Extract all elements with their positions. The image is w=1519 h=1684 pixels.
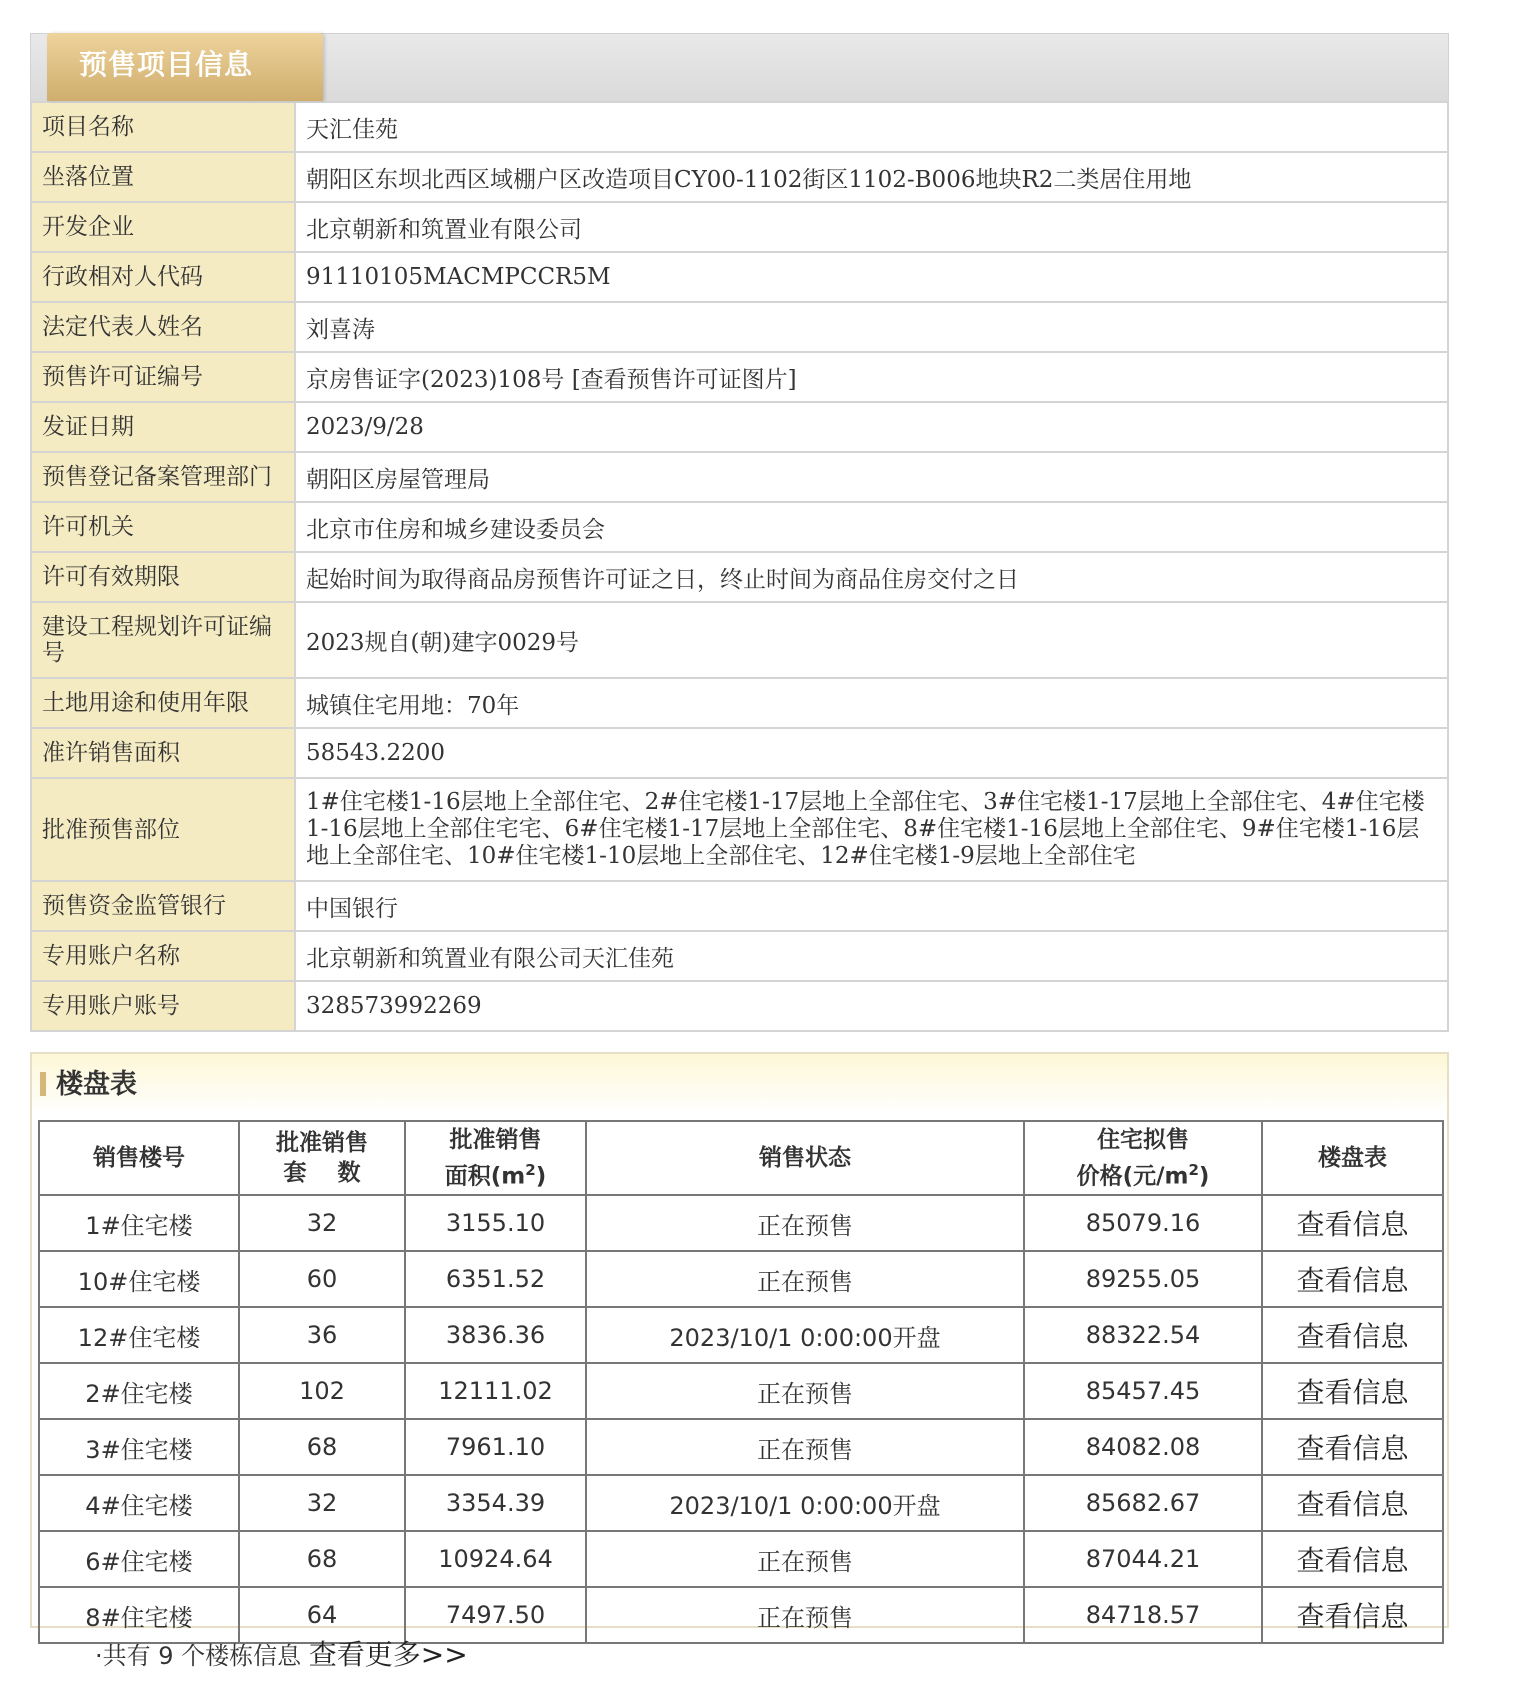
area-cell: 10924.64 [405, 1531, 586, 1587]
status-cell: 正在预售 [586, 1419, 1024, 1475]
header-area: 批准销售 面积$(m^2)$ [405, 1121, 586, 1195]
header-status: 销售状态 [586, 1121, 1024, 1195]
info-value: 2023规自(朝)建字0029号 [295, 602, 1448, 678]
info-row [31, 881, 1448, 931]
section-title [32, 1054, 1447, 1118]
units-cell: 36 [239, 1307, 405, 1363]
info-row [31, 678, 1448, 728]
area-cell: 12111.02 [405, 1363, 586, 1419]
info-label: 行政相对人代码 [31, 252, 295, 302]
section-header [30, 33, 1449, 101]
header-price: 住宅拟售 价格(元$/m^2$) [1024, 1121, 1262, 1195]
price-cell: 85682.67 [1024, 1475, 1262, 1531]
info-row [31, 502, 1448, 552]
status-cell: 正在预售 [586, 1363, 1024, 1419]
status-cell: 正在预售 [586, 1251, 1024, 1307]
info-row [31, 931, 1448, 981]
price-cell: 87044.21 [1024, 1531, 1262, 1587]
info-row [31, 728, 1448, 778]
info-value [295, 352, 1448, 402]
view-info-link[interactable]: 查看信息 [1262, 1251, 1443, 1307]
info-label: 许可机关 [31, 502, 295, 552]
units-cell: 60 [239, 1251, 405, 1307]
units-cell: 102 [239, 1363, 405, 1419]
info-row [31, 202, 1448, 252]
building-cell: 6#住宅楼 [39, 1531, 239, 1587]
info-value: 1#住宅楼1-16层地上全部住宅、2#住宅楼1-17层地上全部住宅、3#住宅楼1-17层地上全部住宅、4#住宅楼1-16层地上全部住宅宅、6#住宅楼1-17层地上全部住宅、8#住宅楼1-16层地上全部住宅、9#住宅楼1-16层地上全部住宅、10#住宅楼1-10层地上全部住宅、12#住宅楼1-9层地上全部住宅 [295, 778, 1448, 881]
view-info-link[interactable]: 查看信息 [1262, 1363, 1443, 1419]
info-label: 建设工程规划许可证编号 [31, 602, 295, 678]
building-cell: 12#住宅楼 [39, 1307, 239, 1363]
info-label: 项目名称 [31, 102, 295, 152]
info-row [31, 402, 1448, 452]
info-value: 朝阳区东坝北西区域棚户区改造项目CY00-1102街区1102-B006地块R2二类居住用地 [295, 152, 1448, 202]
info-value: 中国银行 [295, 881, 1448, 931]
status-cell: 2023/10/1 0:00:00开盘 [586, 1475, 1024, 1531]
info-value: 58543.2200 [295, 728, 1448, 778]
info-label: 法定代表人姓名 [31, 302, 295, 352]
building-list-section [30, 1052, 1449, 1633]
table-row [39, 1307, 1443, 1363]
info-row [31, 778, 1448, 881]
status-cell: 正在预售 [586, 1587, 1024, 1643]
table-row [39, 1475, 1443, 1531]
info-row [31, 602, 1448, 678]
section-title-tab: 预售项目信息 [47, 33, 323, 101]
area-cell: 7497.50 [405, 1587, 586, 1643]
view-info-link[interactable]: 查看信息 [1262, 1419, 1443, 1475]
table-row [39, 1531, 1443, 1587]
table-header-row [39, 1121, 1443, 1195]
info-label: 专用账户账号 [31, 981, 295, 1031]
view-info-link[interactable]: 查看信息 [1262, 1475, 1443, 1531]
info-value: 天汇佳苑 [295, 102, 1448, 152]
info-row [31, 302, 1448, 352]
info-value: 起始时间为取得商品房预售许可证之日，终止时间为商品住房交付之日 [295, 552, 1448, 602]
area-cell: 3354.39 [405, 1475, 586, 1531]
price-cell: 85457.45 [1024, 1363, 1262, 1419]
info-row [31, 452, 1448, 502]
view-info-link[interactable]: 查看信息 [1262, 1195, 1443, 1251]
view-info-link[interactable]: 查看信息 [1262, 1307, 1443, 1363]
info-label: 发证日期 [31, 402, 295, 452]
info-value: 北京市住房和城乡建设委员会 [295, 502, 1448, 552]
info-value: 北京朝新和筑置业有限公司 [295, 202, 1448, 252]
area-cell: 3155.10 [405, 1195, 586, 1251]
building-cell: 4#住宅楼 [39, 1475, 239, 1531]
price-cell: 84082.08 [1024, 1419, 1262, 1475]
header-table: 楼盘表 [1262, 1121, 1443, 1195]
info-label: 批准预售部位 [31, 778, 295, 881]
table-row [39, 1195, 1443, 1251]
info-label: 土地用途和使用年限 [31, 678, 295, 728]
building-cell: 2#住宅楼 [39, 1363, 239, 1419]
info-row [31, 102, 1448, 152]
table-row [39, 1363, 1443, 1419]
info-label: 专用账户名称 [31, 931, 295, 981]
info-label: 坐落位置 [31, 152, 295, 202]
area-cell: 7961.10 [405, 1419, 586, 1475]
view-more-link[interactable]: 查看更多>> [308, 1638, 468, 1671]
header-units: 批准销售 套 数 [239, 1121, 405, 1195]
units-cell: 32 [239, 1195, 405, 1251]
building-cell: 1#住宅楼 [39, 1195, 239, 1251]
info-label: 预售许可证编号 [31, 352, 295, 402]
section-title-text: 楼盘表 [56, 1069, 137, 1100]
header-building: 销售楼号 [39, 1121, 239, 1195]
status-cell: 正在预售 [586, 1531, 1024, 1587]
info-row [31, 352, 1448, 402]
presale-info-table [30, 101, 1449, 1032]
info-value: 328573992269 [295, 981, 1448, 1031]
info-label: 预售资金监管银行 [31, 881, 295, 931]
building-cell: 8#住宅楼 [39, 1587, 239, 1643]
price-cell: 85079.16 [1024, 1195, 1262, 1251]
area-cell: 6351.52 [405, 1251, 586, 1307]
units-cell: 32 [239, 1475, 405, 1531]
info-value: 2023/9/28 [295, 402, 1448, 452]
area-cell: 3836.36 [405, 1307, 586, 1363]
info-label: 准许销售面积 [31, 728, 295, 778]
view-permit-image-link[interactable]: [查看预售许可证图片] [571, 366, 797, 393]
units-cell: 68 [239, 1419, 405, 1475]
info-value: 朝阳区房屋管理局 [295, 452, 1448, 502]
info-row [31, 981, 1448, 1031]
info-label: 许可有效期限 [31, 552, 295, 602]
info-row [31, 152, 1448, 202]
units-cell: 68 [239, 1531, 405, 1587]
price-cell: 89255.05 [1024, 1251, 1262, 1307]
view-info-link[interactable]: 查看信息 [1262, 1587, 1443, 1643]
table-row [39, 1251, 1443, 1307]
status-cell: 正在预售 [586, 1195, 1024, 1251]
view-info-link[interactable]: 查看信息 [1262, 1531, 1443, 1587]
building-cell: 10#住宅楼 [39, 1251, 239, 1307]
info-label: 开发企业 [31, 202, 295, 252]
building-count-text: ·共有 9 个楼栋信息 [95, 1642, 302, 1670]
building-cell: 3#住宅楼 [39, 1419, 239, 1475]
info-value: 城镇住宅用地：70年 [295, 678, 1448, 728]
price-cell: 88322.54 [1024, 1307, 1262, 1363]
units-cell: 64 [239, 1587, 405, 1643]
info-row [31, 552, 1448, 602]
info-value: 刘喜涛 [295, 302, 1448, 352]
building-table [38, 1120, 1444, 1644]
info-value: 91110105MACMPCCR5M [295, 252, 1448, 302]
permit-number: 京房售证字(2023)108号 [306, 366, 565, 393]
table-row [39, 1419, 1443, 1475]
info-row [31, 252, 1448, 302]
price-cell: 84718.57 [1024, 1587, 1262, 1643]
info-value: 北京朝新和筑置业有限公司天汇佳苑 [295, 931, 1448, 981]
title-marker [40, 1072, 46, 1096]
footer-summary [95, 1633, 468, 1673]
status-cell: 2023/10/1 0:00:00开盘 [586, 1307, 1024, 1363]
presale-info-section [30, 33, 1449, 1032]
info-label: 预售登记备案管理部门 [31, 452, 295, 502]
